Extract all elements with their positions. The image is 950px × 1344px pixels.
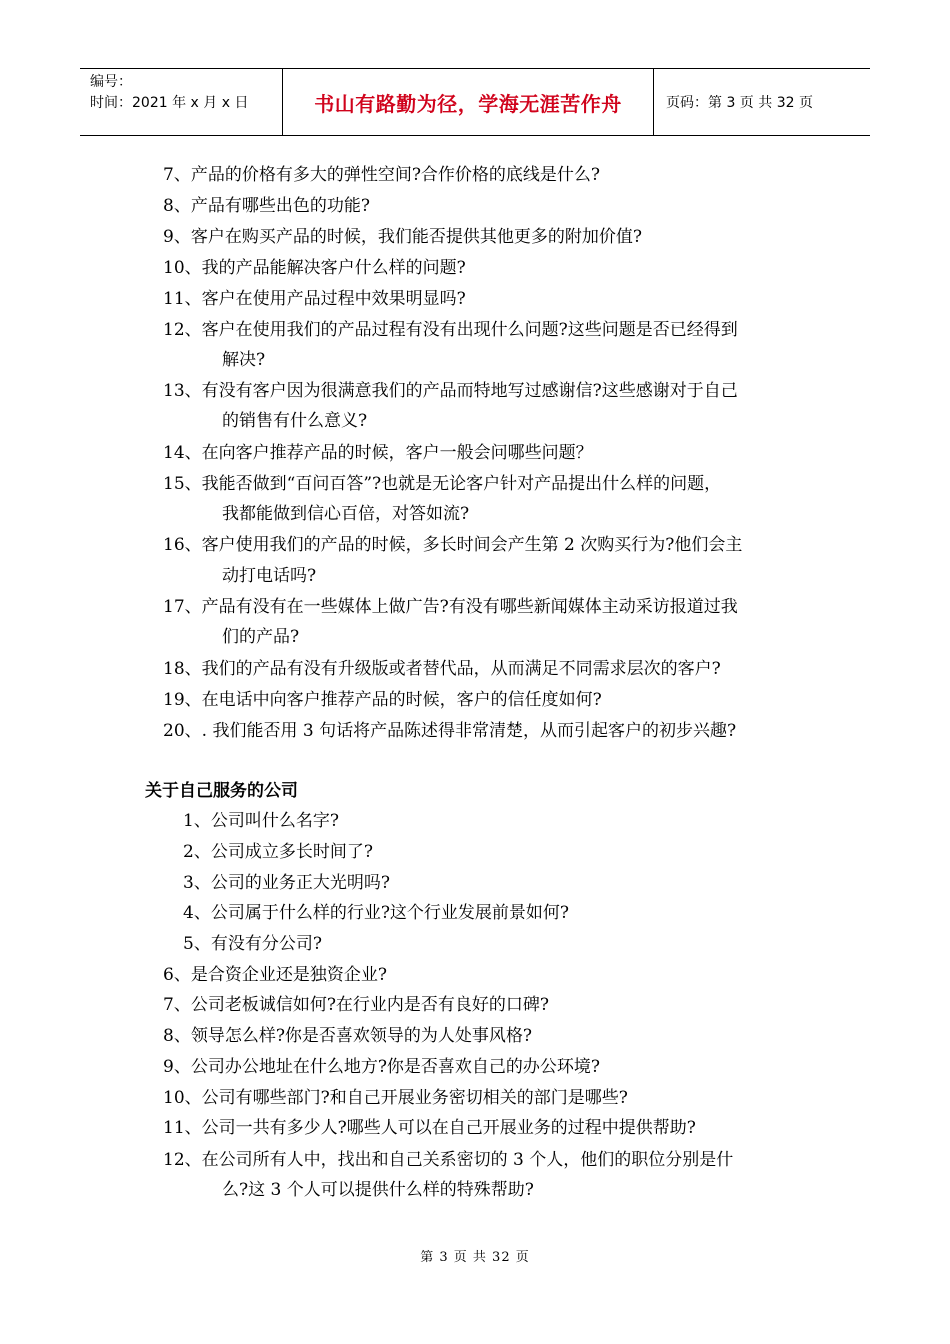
company-question-3: 3、公司的业务正大光明吗? (183, 873, 390, 893)
product-question-11: 11、客户在使用产品过程中效果明显吗? (163, 289, 466, 309)
company-question-12-cont: 么?这 3 个人可以提供什么样的特殊帮助? (222, 1180, 534, 1200)
product-question-12-cont: 解决? (222, 350, 266, 370)
product-question-16: 16、客户使用我们的产品的时候，多长时间会产生第 2 次购买行为?他们会主 (163, 535, 743, 555)
product-question-17-cont: 们的产品? (222, 627, 300, 647)
product-question-15-cont: 我都能做到信心百倍，对答如流? (222, 504, 470, 524)
product-question-9: 9、客户在购买产品的时候，我们能否提供其他更多的附加价值? (163, 227, 642, 247)
company-question-5: 5、有没有分公司? (183, 934, 322, 954)
company-question-6: 6、是合资企业还是独资企业? (163, 965, 387, 985)
header-motto: 书山有路勤为径，学海无涯苦作舟 (314, 91, 622, 116)
product-question-16-cont: 动打电话吗? (222, 566, 317, 586)
header-time-label: 时间：2021 年 x 月 x 日 (90, 95, 249, 111)
product-question-18: 18、我们的产品有没有升级版或者替代品，从而满足不同需求层次的客户? (163, 659, 721, 679)
product-question-13: 13、有没有客户因为很满意我们的产品而特地写过感谢信?这些感谢对于自己 (163, 381, 738, 401)
header-number-label: 编号： (90, 74, 132, 90)
company-question-10: 10、公司有哪些部门?和自己开展业务密切相关的部门是哪些? (163, 1088, 628, 1108)
header-page-info: 页码：第 3 页 共 32 页 (666, 95, 813, 111)
product-question-13-cont: 的销售有什么意义? (222, 411, 368, 431)
product-question-7: 7、产品的价格有多大的弹性空间?合作价格的底线是什么? (163, 165, 601, 185)
page-header (80, 68, 870, 136)
company-section-heading: 关于自己服务的公司 (145, 781, 298, 801)
company-question-11: 11、公司一共有多少人?哪些人可以在自己开展业务的过程中提供帮助? (163, 1118, 696, 1138)
product-question-19: 19、在电话中向客户推荐产品的时候，客户的信任度如何? (163, 690, 602, 710)
company-question-9: 9、公司办公地址在什么地方?你是否喜欢自己的办公环境? (163, 1057, 601, 1077)
product-question-14: 14、在向客户推荐产品的时候，客户一般会问哪些问题？ (163, 443, 593, 463)
product-question-15: 15、我能否做到“百问百答”?也就是无论客户针对产品提出什么样的问题， (163, 474, 722, 494)
company-question-12: 12、在公司所有人中，找出和自己关系密切的 3 个人，他们的职位分别是什 (163, 1150, 734, 1170)
company-question-2: 2、公司成立多长时间了? (183, 842, 373, 862)
product-question-12: 12、客户在使用我们的产品过程有没有出现什么问题?这些问题是否已经得到 (163, 320, 738, 340)
company-question-4: 4、公司属于什么样的行业?这个行业发展前景如何? (183, 903, 570, 923)
page-footer: 第 3 页 共 32 页 (420, 1250, 530, 1265)
company-question-7: 7、公司老板诚信如何?在行业内是否有良好的口碑? (163, 995, 550, 1015)
product-question-10: 10、我的产品能解决客户什么样的问题? (163, 258, 466, 278)
product-question-20: 20、. 我们能否用 3 句话将产品陈述得非常清楚，从而引起客户的初步兴趣? (163, 721, 737, 741)
header-motto-cell (283, 69, 654, 135)
company-question-8: 8、领导怎么样?你是否喜欢领导的为人处事风格? (163, 1026, 533, 1046)
product-question-17: 17、产品有没有在一些媒体上做广告?有没有哪些新闻媒体主动采访报道过我 (163, 597, 738, 617)
header-meta (80, 69, 283, 135)
product-question-8: 8、产品有哪些出色的功能? (163, 196, 370, 216)
header-page-info-cell (654, 69, 870, 135)
company-question-1: 1、公司叫什么名字? (183, 811, 339, 831)
